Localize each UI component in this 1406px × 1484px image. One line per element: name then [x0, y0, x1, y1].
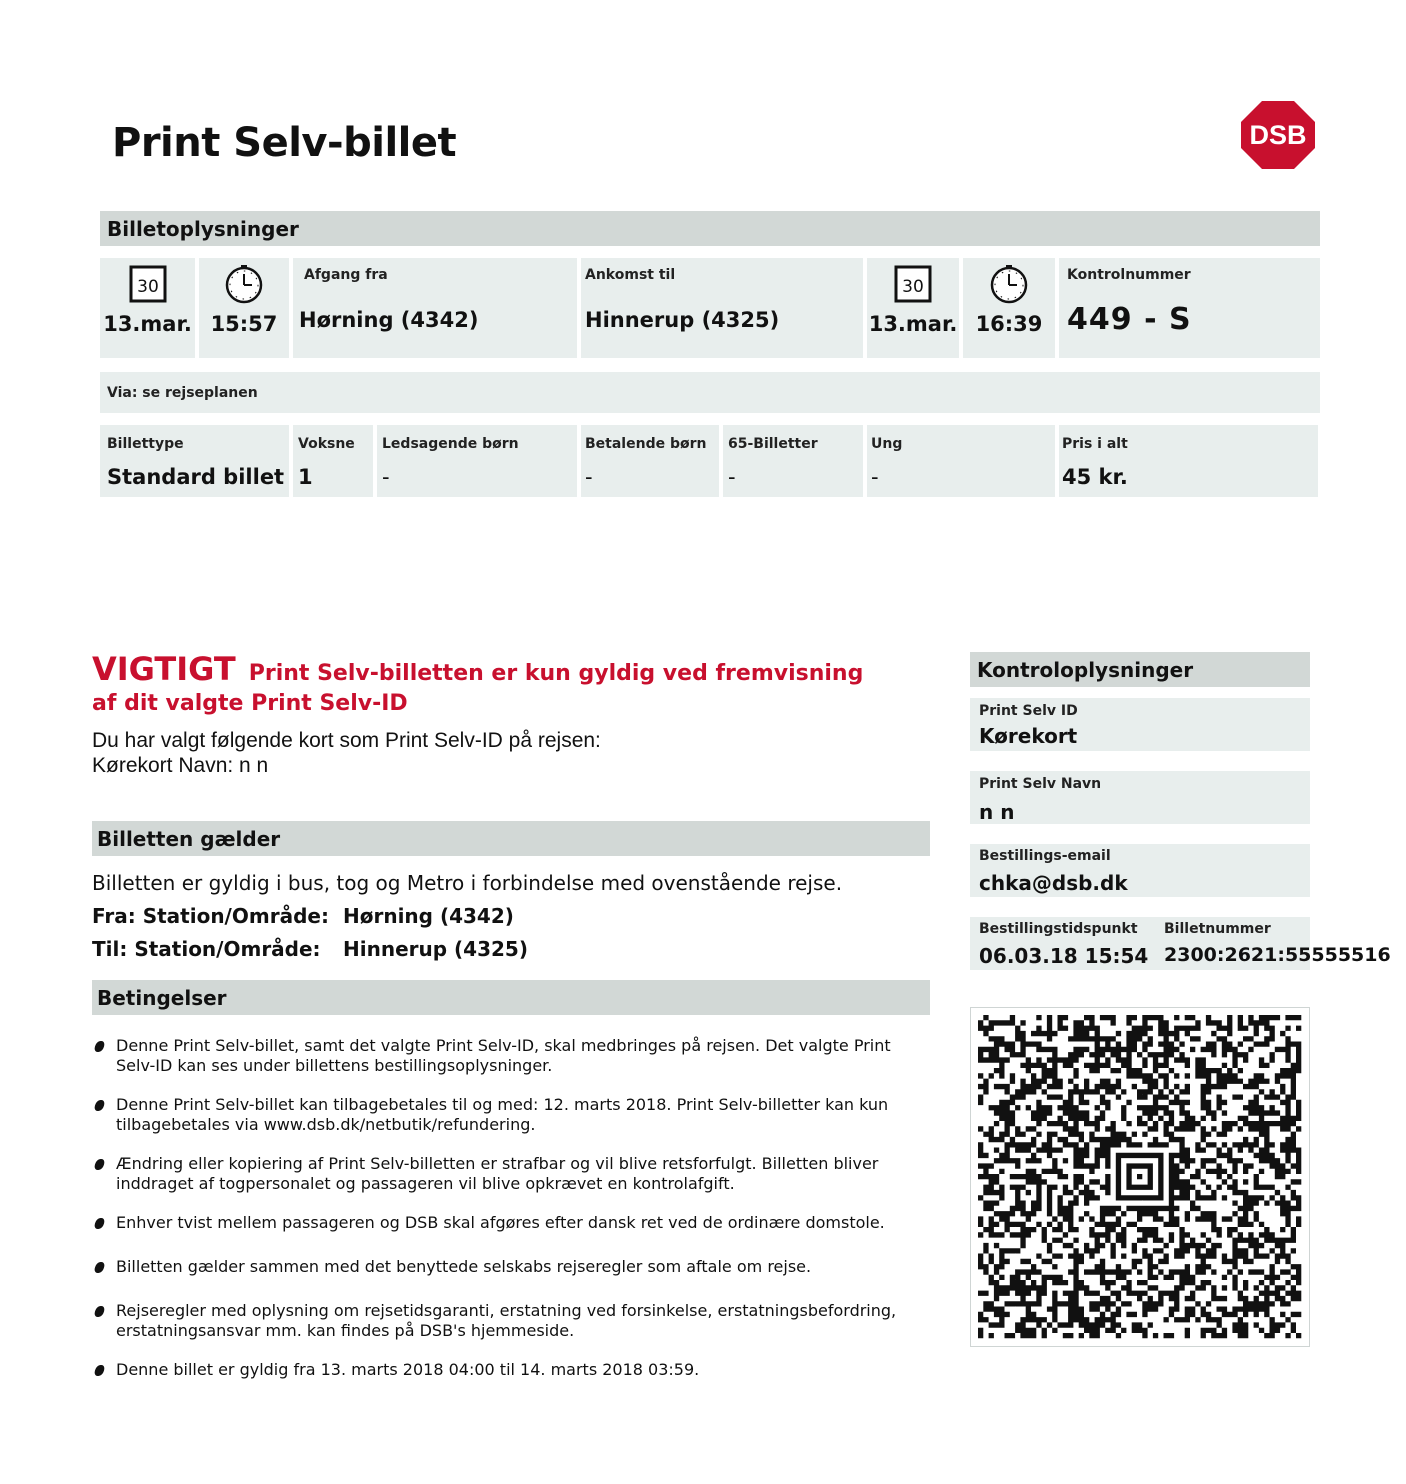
accomp-children-cell [377, 425, 577, 497]
senior-value: - [728, 465, 736, 489]
email-value: chka@dsb.dk [979, 871, 1128, 895]
barcode-modules [978, 1015, 1301, 1338]
list-item: Denne billet er gyldig fra 13. marts 2018 04:00 til 14. marts 2018 03:59. [95, 1360, 915, 1380]
arrival-date-cell [867, 258, 959, 358]
validity-text: Billetten er gyldig i bus, tog og Metro i forbindelse med ovenstående rejse. [92, 871, 843, 895]
email-label: Bestillings-email [979, 848, 1111, 864]
total-price-value: 45 kr. [1062, 465, 1128, 489]
id-info-line1: Du har valgt følgende kort som Print Selv-ID på rejsen: [92, 729, 601, 752]
control-number-value: 449 - S [1067, 302, 1192, 337]
bullet-icon [94, 1262, 106, 1273]
validity-from-value: Hørning (4342) [343, 904, 514, 928]
print-id-cell [970, 698, 1310, 751]
order-time-label: Bestillingstidspunkt [979, 921, 1138, 937]
list-item: Denne Print Selv-billet, samt det valgte Print Selv-ID, skal medbringes på rejsen. Det valgte Print Selv-ID kan ses under billettens bestillingsoplysninger. [95, 1036, 915, 1076]
arrival-time: 16:39 [975, 312, 1043, 336]
validity-to-value: Hinnerup (4325) [343, 937, 528, 961]
svg-text:30: 30 [902, 277, 924, 297]
print-id-label: Print Selv ID [979, 703, 1078, 719]
accomp-children-label: Ledsagende børn [382, 436, 519, 452]
print-name-cell [970, 771, 1310, 824]
ticket-type-label: Billettype [107, 436, 184, 452]
control-number-label: Kontrolnummer [1067, 267, 1191, 283]
bullet-icon [94, 1218, 106, 1229]
id-info-line2: Kørekort Navn: n n [92, 754, 269, 777]
conditions-heading: Betingelser [92, 980, 930, 1015]
youth-cell [867, 425, 1055, 497]
departure-time-cell [199, 258, 289, 358]
ticket-type-value: Standard billet [107, 465, 285, 489]
paying-children-cell [581, 425, 719, 497]
validity-to-label: Til: Station/Område: [92, 937, 321, 961]
print-name-label: Print Selv Navn [979, 776, 1102, 792]
calendar-icon [867, 265, 959, 303]
print-name-value: n n [979, 800, 1015, 824]
senior-cell [723, 425, 863, 497]
svg-text:30: 30 [136, 277, 159, 297]
dsb-logo [1240, 100, 1316, 170]
from-label: Afgang fra [304, 267, 388, 283]
clock-icon [199, 264, 289, 304]
bullet-icon [94, 1041, 106, 1052]
order-time-value: 06.03.18 15:54 [979, 944, 1149, 968]
ticket-info-heading: Billetoplysninger [100, 211, 1320, 246]
youth-value: - [871, 465, 879, 489]
important-heading: VIGTIGT [92, 650, 236, 688]
validity-from-label: Fra: Station/Område: [92, 904, 329, 928]
important-line2: af dit valgte Print Selv-ID [92, 691, 408, 716]
to-label: Ankomst til [585, 267, 676, 283]
youth-label: Ung [871, 436, 903, 452]
via-row [100, 372, 1320, 413]
departure-date: 13.mar. [103, 312, 192, 336]
list-item: Billetten gælder sammen med det benyttede selskabs rejseregler som aftale om rejse. [95, 1257, 915, 1277]
dsb-logo-text: DSB [1249, 120, 1307, 150]
barcode-icon [971, 1008, 1309, 1346]
accomp-children-value: - [382, 465, 390, 489]
to-value: Hinnerup (4325) [585, 308, 780, 332]
list-item: Rejseregler med oplysning om rejsetidsgaranti, erstatning ved forsinkelse, erstatningsbefordring, erstatningsansvar mm. kan findes på DSB's hjemmeside. [95, 1301, 915, 1341]
adults-label: Voksne [298, 436, 355, 452]
ticket-number-label: Billetnummer [1164, 921, 1271, 937]
print-id-value: Kørekort [979, 724, 1078, 748]
list-item: Ændring eller kopiering af Print Selv-billetten er strafbar og vil blive retsforfulgt. Billetten bliver inddraget af togpersonalet og passageren vil blive opkrævet en kontrolafgift. [95, 1154, 915, 1194]
paying-children-label: Betalende børn [585, 436, 707, 452]
important-notice [92, 650, 932, 688]
arrival-date: 13.mar. [868, 312, 958, 336]
validity-heading: Billetten gælder [92, 821, 930, 856]
arrival-time-cell [963, 258, 1055, 358]
bullet-icon [94, 1365, 106, 1376]
adults-value: 1 [298, 465, 313, 489]
list-item: Enhver tvist mellem passageren og DSB skal afgøres efter dansk ret ved de ordinære domstole. [95, 1213, 915, 1233]
to-cell [581, 258, 863, 358]
page-title: Print Selv-billet [112, 120, 457, 166]
bullet-icon [94, 1159, 106, 1170]
total-price-label: Pris i alt [1062, 436, 1128, 452]
departure-time: 15:57 [210, 312, 278, 336]
bullet-icon [94, 1100, 106, 1111]
via-text: Via: se rejseplanen [107, 385, 258, 401]
senior-label: 65-Billetter [728, 436, 818, 452]
from-value: Hørning (4342) [299, 308, 479, 332]
paying-children-value: - [585, 465, 593, 489]
bullet-icon [94, 1306, 106, 1317]
clock-icon [963, 264, 1055, 304]
important-line1: Print Selv-billetten er kun gyldig ved fremvisning [248, 661, 864, 686]
email-cell [970, 844, 1310, 897]
adults-cell [293, 425, 373, 497]
total-price-cell [1059, 425, 1318, 497]
conditions-list [95, 1036, 915, 1399]
control-info-heading: Kontroloplysninger [970, 652, 1310, 687]
from-cell [293, 258, 577, 358]
departure-date-cell [100, 258, 195, 358]
list-item: Denne Print Selv-billet kan tilbagebetales til og med: 12. marts 2018. Print Selv-billetter kan kun tilbagebetales via www.dsb.dk/netbutik/refundering. [95, 1095, 915, 1135]
calendar-icon [100, 265, 195, 303]
control-number-cell [1059, 258, 1320, 358]
ticket-type-cell [100, 425, 289, 497]
ticket-number-value: 2300:2621:55555516 [1164, 944, 1391, 966]
aztec-barcode [970, 1007, 1310, 1347]
